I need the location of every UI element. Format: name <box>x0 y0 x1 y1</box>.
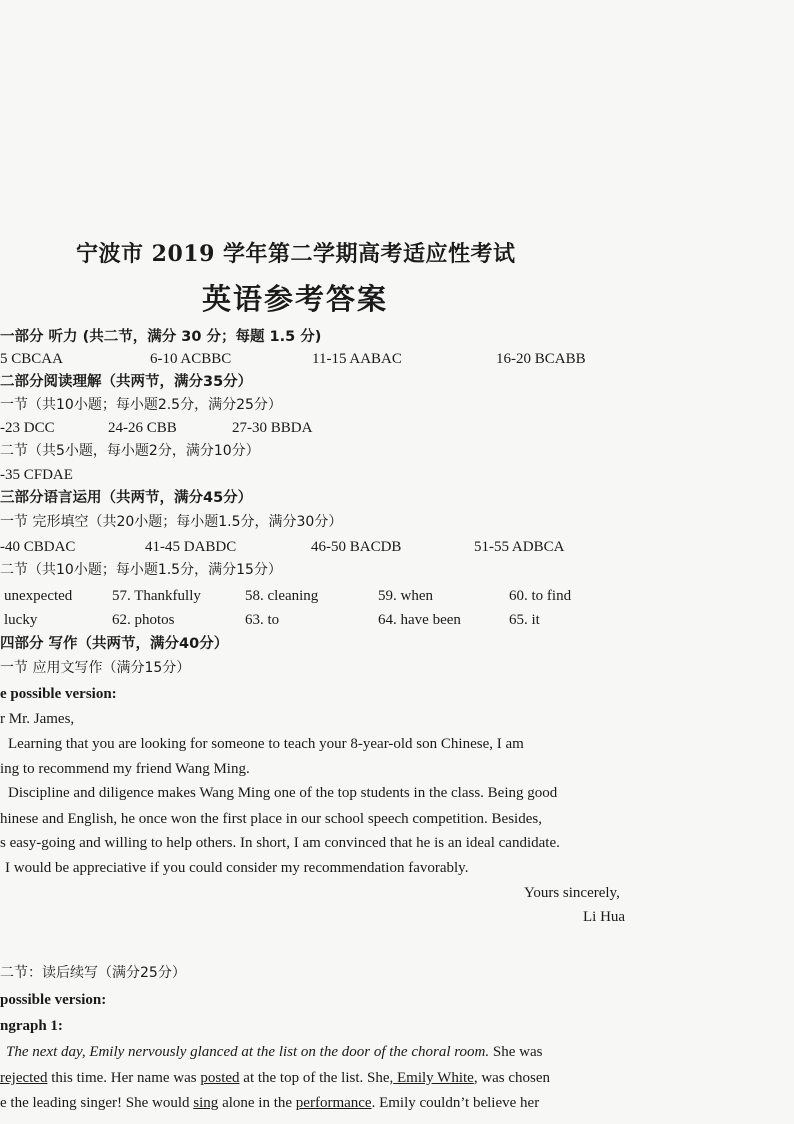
answer-group: -23 DCC <box>0 420 55 436</box>
letter-line: s easy-going and willing to help others. In short, I am convinced that he is an ideal candidate. <box>0 835 560 851</box>
letter-line: ing to recommend my friend Wang Ming. <box>0 761 250 777</box>
part2-section2-heading: 二节（共5小题，每小题2分，满分10分） <box>0 443 260 459</box>
answer-group: 41-45 DABDC <box>145 539 237 555</box>
part4-heading: 四部分 写作（共两节，满分40分） <box>0 636 229 652</box>
letter-closing: Yours sincerely, <box>524 885 620 901</box>
answer-key-title: 英语参考答案 <box>202 282 389 316</box>
part3-section1-heading: 一节 完形填空（共20小题；每小题1.5分，满分30分） <box>0 514 343 530</box>
part1-heading: 一部分 听力 (共二节，满分 30 分；每题 1.5 分) <box>0 329 322 345</box>
story-line: rejected this time. Her name was posted at the top of the list. She, Emily White, was chosen <box>0 1070 551 1086</box>
answer-item: 63. to <box>245 612 280 628</box>
answer-item: unexpected <box>4 588 73 604</box>
possible-version-label: e possible version: <box>0 686 117 702</box>
part3-heading: 三部分语言运用（共两节，满分45分） <box>0 490 253 506</box>
answer-group: 6-10 ACBBC <box>150 351 232 367</box>
letter-signature: Li Hua <box>583 909 626 925</box>
answer-group: 11-15 AABAC <box>312 351 402 367</box>
answer-item: 58. cleaning <box>245 588 319 604</box>
part2-section1-heading: 一节（共10小题；每小题2.5分，满分25分） <box>0 397 282 413</box>
answer-item: 64. have been <box>378 612 461 628</box>
part4-section2-heading: 二节：读后续写（满分25分） <box>0 965 186 981</box>
letter-salutation: r Mr. James, <box>0 711 75 727</box>
story-line: e the leading singer! She would sing alone in the performance. Emily couldn’t believe her <box>0 1095 540 1111</box>
answer-group: -35 CFDAE <box>0 467 73 483</box>
answer-item: 62. photos <box>112 612 175 628</box>
part2-heading: 二部分阅读理解（共两节，满分35分） <box>0 374 253 390</box>
answer-item: 59. when <box>378 588 433 604</box>
letter-line: I would be appreciative if you could consider my recommendation favorably. <box>5 860 469 876</box>
part4-section1-heading: 一节 应用文写作（满分15分） <box>0 660 191 676</box>
exam-title: 宁波市 2019 学年第二学期高考适应性考试 <box>76 241 516 267</box>
answer-group: 27-30 BBDA <box>232 420 313 436</box>
letter-line: Discipline and diligence makes Wang Ming one of the top students in the class. Being good <box>8 785 558 801</box>
story-line: The next day, Emily nervously glanced at the list on the door of the choral room. She was <box>6 1044 543 1060</box>
letter-line: Learning that you are looking for someone to teach your 8-year-old son Chinese, I am <box>8 736 524 752</box>
answer-item: lucky <box>4 612 38 628</box>
answer-group: 24-26 CBB <box>108 420 177 436</box>
answer-item: 60. to find <box>509 588 572 604</box>
answer-item: 65. it <box>509 612 540 628</box>
part3-section2-heading: 二节（共10小题；每小题1.5分，满分15分） <box>0 562 282 578</box>
letter-line: hinese and English, he once won the first place in our school speech competition. Besides, <box>0 811 542 827</box>
answer-group: 46-50 BACDB <box>311 539 402 555</box>
answer-item: 57. Thankfully <box>112 588 201 604</box>
answer-group: -40 CBDAC <box>0 539 76 555</box>
answer-group: 51-55 ADBCA <box>474 539 565 555</box>
possible-version-label: possible version: <box>0 992 107 1008</box>
answer-group: 16-20 BCABB <box>496 351 586 367</box>
paragraph-label: ngraph 1: <box>0 1018 63 1034</box>
answer-group: 5 CBCAA <box>0 351 63 367</box>
